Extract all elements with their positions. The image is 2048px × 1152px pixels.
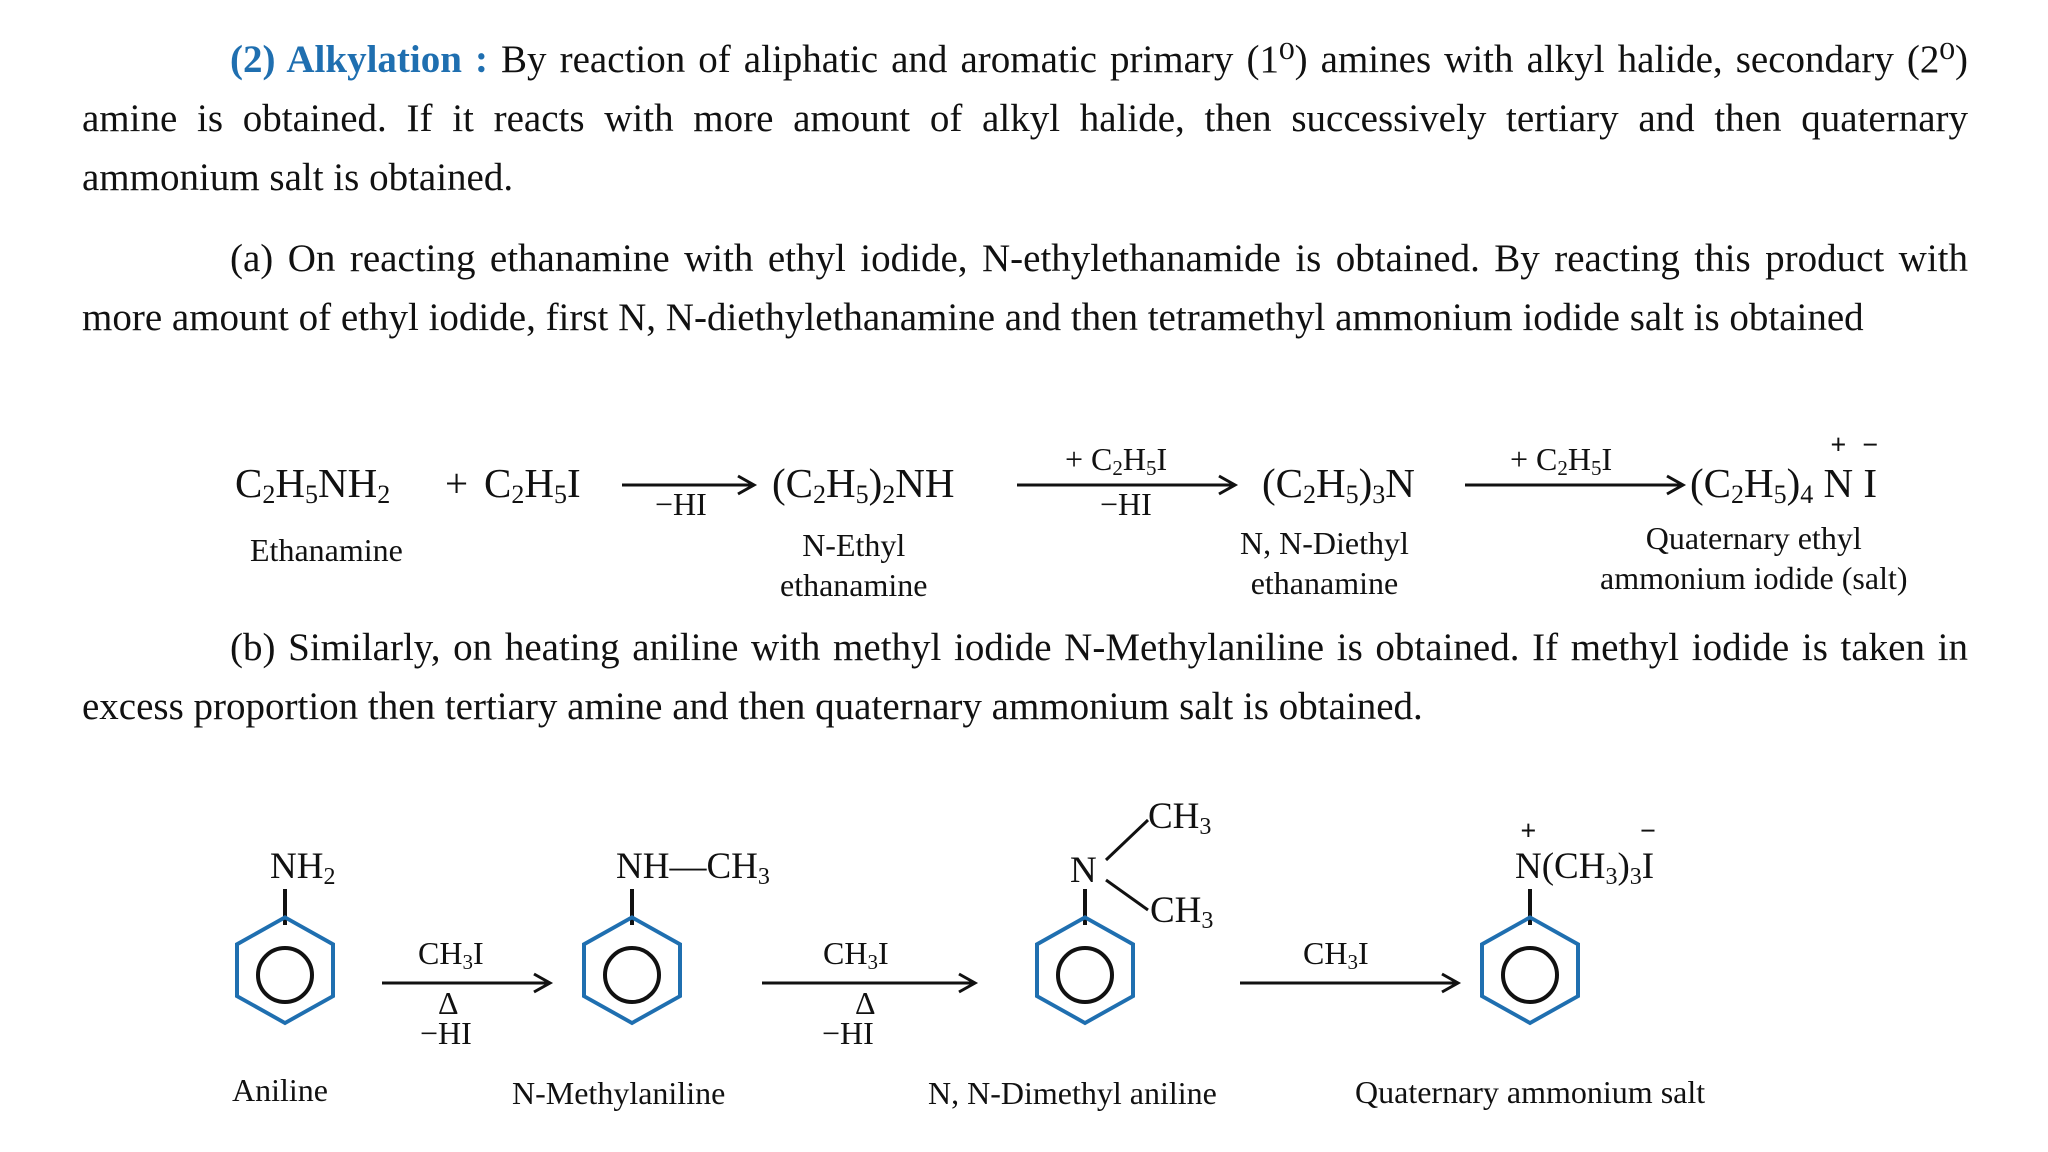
part-a-paragraph: (a) On reacting ethanamine with ethyl iodide, N-ethylethanamide is obtained. By reacting this product with more amount of ethyl iodide, first N, N-diethylethanamine and then tetramethyl ammonium iodide salt is obtained [82, 237, 1968, 339]
reaction-b-arrow-3 [1238, 968, 1463, 998]
dimethylaniline-n: N [1070, 850, 1097, 891]
reaction-b-arrow-1 [380, 968, 555, 998]
label-n-n-dimethylaniline: N, N-Dimethyl aniline [928, 1075, 1217, 1111]
label-quaternary-ammonium-salt: Quaternary ammonium salt [1355, 1074, 1706, 1110]
part-b-paragraph: (b) Similarly, on heating aniline with methyl iodide N-Methylaniline is obtained. If methyl iodide is taken in excess proportion then tertiary amine and then quaternary ammonium salt is obtained. [82, 626, 1968, 728]
plus-sign: + [445, 460, 469, 506]
arrow-b3-reagent: $CH_3I$ [1303, 935, 1369, 974]
label-aniline: Aniline [232, 1072, 328, 1108]
arrow1-below-text: −HI [655, 486, 707, 522]
quaternary-benzene-ring [1470, 885, 1590, 1035]
label-quaternary-ethyl-ammonium-iodide: Quaternary ethyl ammonium iodide (salt) [1600, 520, 1908, 596]
quaternary-n-group: N + $(CH_3)_3I$ − [1515, 816, 1656, 890]
alkylation-paragraph [82, 30, 1968, 207]
aniline-benzene-ring [225, 885, 345, 1035]
arrow2-above-text: + $C_2H_5I$ [1065, 441, 1168, 480]
arrow-b1-heat: Δ [438, 985, 459, 1021]
product-diethylamine: $(C_2H_5)_2NH$ [772, 460, 955, 509]
arrow-b2-byproduct: −HI [822, 1015, 874, 1051]
arrow-b2-reagent: $CH_3I$ [823, 935, 889, 974]
reactant-ethanamine: $C_2H_5NH_2$ [235, 460, 391, 509]
dimethylaniline-ch3-top: $CH_3$ [1148, 796, 1212, 840]
arrow3-above-text: + $C_2H_5I$ [1510, 441, 1613, 480]
label-n-methylaniline: N-Methylaniline [512, 1075, 726, 1111]
label-ethanamine: Ethanamine [250, 532, 403, 568]
aniline-nh2-group: $NH_2$ [270, 846, 336, 890]
methylaniline-nh-ch3-group: $NH—CH_3$ [616, 846, 770, 890]
arrow-b2-heat: Δ [855, 985, 876, 1021]
reactant-ethyl-iodide: $C_2H_5I$ [484, 460, 581, 509]
label-n-ethylethanamine: N-Ethyl ethanamine [780, 527, 928, 603]
arrow2-below-text: −HI [1100, 486, 1152, 522]
product-quaternary-salt: $(C_2H_5)_4$ N + I − [1690, 430, 1879, 509]
label-n-n-diethylethanamine: N, N-Diethyl ethanamine [1240, 525, 1409, 601]
arrow-b1-byproduct: −HI [420, 1015, 472, 1051]
methylaniline-benzene-ring [572, 885, 692, 1035]
alkylation-heading: (2) Alkylation : [230, 38, 488, 81]
alkylation-text: By reaction of aliphatic and aromatic primary (1⁰) amines with alkyl halide, secondary (2⁰) amine is obtained. If it reacts with more amount of alkyl halide, then successively tertiary and then quaternary ammonium salt is obtained. [82, 38, 1968, 199]
dimethylaniline-benzene-ring [1025, 885, 1145, 1035]
arrow-b1-reagent: $CH_3I$ [418, 935, 484, 974]
dimethylaniline-ch3-bottom: $CH_3$ [1150, 890, 1214, 934]
product-triethylamine: $(C_2H_5)_3N$ [1262, 460, 1415, 509]
